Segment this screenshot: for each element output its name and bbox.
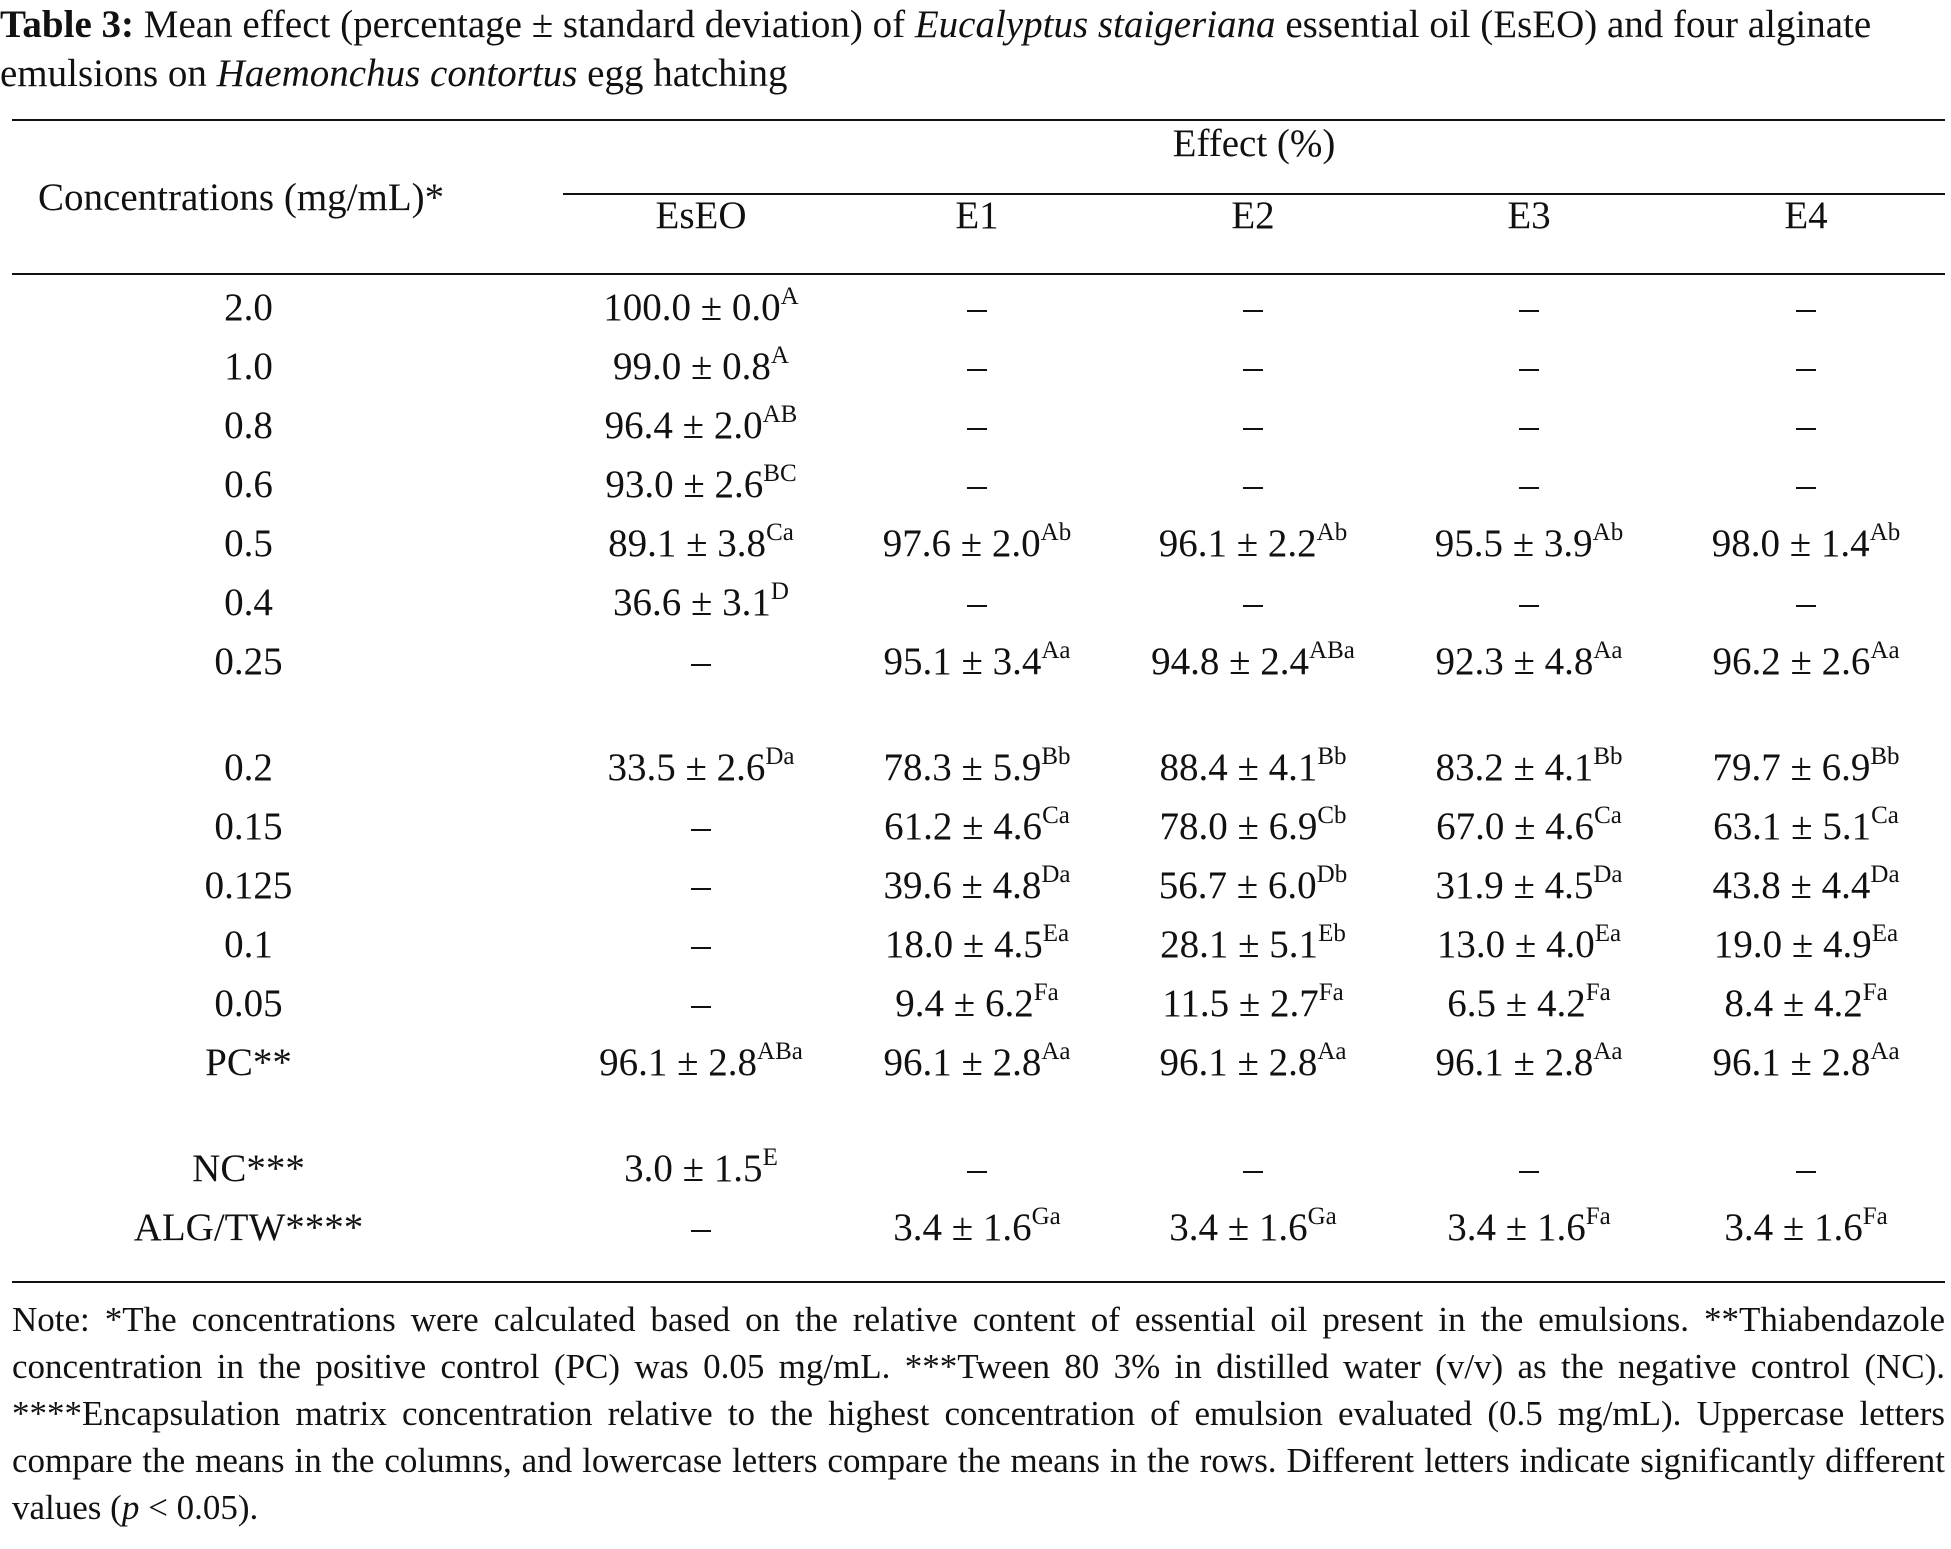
value-cell-e1 bbox=[839, 851, 1115, 910]
concentration-cell: 0.25 bbox=[214, 640, 283, 683]
mean-sd-value: 28.1 ± 5.1 bbox=[1160, 923, 1319, 966]
table-row bbox=[12, 1028, 1945, 1134]
mean-sd-value: 78.3 ± 5.9 bbox=[883, 746, 1042, 789]
significance-letters: Ga bbox=[1031, 1203, 1061, 1230]
column-header-e3: E3 bbox=[1507, 194, 1551, 237]
value-cell-eseo bbox=[563, 1193, 839, 1252]
value-cell-eseo bbox=[563, 910, 839, 969]
mean-sd-value: 98.0 ± 1.4 bbox=[1711, 522, 1870, 565]
value-cell-e4 bbox=[1667, 969, 1945, 1028]
mean-sd-value: – bbox=[691, 1206, 711, 1249]
concentration-cell: NC*** bbox=[192, 1147, 305, 1190]
value-cell-e4 bbox=[1667, 273, 1945, 332]
concentration-header: Concentrations (mg/mL)* bbox=[38, 175, 445, 219]
significance-letters: Aa bbox=[1041, 1038, 1071, 1065]
significance-letters: Ab bbox=[1592, 519, 1624, 546]
mean-sd-value: – bbox=[967, 286, 987, 329]
mean-sd-value: 88.4 ± 4.1 bbox=[1159, 746, 1318, 789]
mean-sd-value: – bbox=[1243, 286, 1263, 329]
significance-letters: Fa bbox=[1862, 979, 1888, 1006]
value-cell-e2 bbox=[1115, 910, 1391, 969]
table-row bbox=[12, 450, 1945, 509]
significance-letters: Da bbox=[1041, 861, 1071, 888]
mean-sd-value: 36.6 ± 3.1 bbox=[613, 581, 771, 624]
value-cell-e1 bbox=[839, 273, 1115, 332]
mean-sd-value: 95.5 ± 3.9 bbox=[1434, 522, 1593, 565]
value-cell-e4 bbox=[1667, 910, 1945, 969]
mean-sd-value: 96.1 ± 2.2 bbox=[1158, 522, 1317, 565]
mean-sd-value: 3.4 ± 1.6 bbox=[893, 1206, 1032, 1249]
table-row bbox=[12, 792, 1945, 851]
table-row bbox=[12, 627, 1945, 733]
significance-letters: Bb bbox=[1870, 743, 1900, 770]
mean-sd-value: – bbox=[967, 404, 987, 447]
value-cell-e4 bbox=[1667, 509, 1945, 568]
mean-sd-value: 11.5 ± 2.7 bbox=[1162, 982, 1319, 1025]
concentration-cell: 0.4 bbox=[224, 581, 273, 624]
value-cell-eseo bbox=[563, 273, 839, 332]
value-cell-eseo bbox=[563, 332, 839, 391]
significance-letters: Ea bbox=[1042, 920, 1070, 947]
value-cell-e3 bbox=[1391, 273, 1667, 332]
mean-sd-value: – bbox=[1243, 581, 1263, 624]
value-cell-e1 bbox=[839, 792, 1115, 851]
mean-sd-value: 89.1 ± 3.8 bbox=[608, 522, 767, 565]
value-cell-eseo bbox=[563, 627, 839, 733]
significance-letters: Eb bbox=[1318, 920, 1346, 947]
significance-letters: Aa bbox=[1593, 1038, 1623, 1065]
significance-letters: Bb bbox=[1593, 743, 1623, 770]
significance-letters: Fa bbox=[1585, 979, 1611, 1006]
value-cell-e3 bbox=[1391, 851, 1667, 910]
significance-letters: Aa bbox=[1870, 637, 1900, 664]
mean-sd-value: 18.0 ± 4.5 bbox=[884, 923, 1043, 966]
value-cell-e1 bbox=[839, 1134, 1115, 1193]
mean-sd-value: 79.7 ± 6.9 bbox=[1712, 746, 1871, 789]
mean-sd-value: – bbox=[1519, 345, 1539, 388]
significance-letters: A bbox=[780, 283, 799, 310]
mean-sd-value: 8.4 ± 4.2 bbox=[1724, 982, 1863, 1025]
value-cell-e3 bbox=[1391, 568, 1667, 627]
mean-sd-value: – bbox=[1519, 463, 1539, 506]
table-body bbox=[12, 273, 1945, 1252]
significance-letters: Aa bbox=[1041, 637, 1071, 664]
value-cell-e2 bbox=[1115, 273, 1391, 332]
concentration-cell: 0.1 bbox=[224, 923, 273, 966]
significance-letters: E bbox=[762, 1144, 778, 1171]
table-bottom-rule bbox=[12, 1281, 1945, 1283]
mean-sd-value: 43.8 ± 4.4 bbox=[1712, 864, 1871, 907]
significance-letters: Ca bbox=[1594, 802, 1622, 829]
significance-letters: Ca bbox=[1042, 802, 1070, 829]
value-cell-e1 bbox=[839, 391, 1115, 450]
mean-sd-value: – bbox=[691, 864, 711, 907]
mean-sd-value: 95.1 ± 3.4 bbox=[883, 640, 1042, 683]
value-cell-eseo bbox=[563, 851, 839, 910]
significance-letters: D bbox=[770, 578, 789, 605]
mean-sd-value: 31.9 ± 4.5 bbox=[1435, 864, 1594, 907]
value-cell-eseo bbox=[563, 1134, 839, 1193]
mean-sd-value: 92.3 ± 4.8 bbox=[1435, 640, 1594, 683]
value-cell-e3 bbox=[1391, 1134, 1667, 1193]
mean-sd-value: – bbox=[691, 982, 711, 1025]
value-cell-e1 bbox=[839, 509, 1115, 568]
value-cell-e4 bbox=[1667, 568, 1945, 627]
table-label: Table 3: bbox=[0, 3, 135, 46]
significance-letters: Ab bbox=[1316, 519, 1348, 546]
mean-sd-value: 3.4 ± 1.6 bbox=[1169, 1206, 1308, 1249]
significance-letters: Ab bbox=[1040, 519, 1072, 546]
value-cell-e3 bbox=[1391, 969, 1667, 1028]
mean-sd-value: 19.0 ± 4.9 bbox=[1713, 923, 1872, 966]
value-cell-e4 bbox=[1667, 792, 1945, 851]
note-p-symbol: p bbox=[121, 1488, 140, 1527]
mean-sd-value: – bbox=[1243, 345, 1263, 388]
value-cell-e4 bbox=[1667, 391, 1945, 450]
concentration-cell: 0.6 bbox=[224, 463, 273, 506]
significance-letters: Fa bbox=[1862, 1203, 1888, 1230]
value-cell-e1 bbox=[839, 568, 1115, 627]
concentration-cell: PC** bbox=[205, 1041, 292, 1084]
value-cell-e2 bbox=[1115, 969, 1391, 1028]
value-cell-eseo bbox=[563, 568, 839, 627]
column-header-e1: E1 bbox=[955, 194, 999, 237]
mean-sd-value: 56.7 ± 6.0 bbox=[1158, 864, 1317, 907]
mean-sd-value: 96.1 ± 2.8 bbox=[1159, 1041, 1318, 1084]
mean-sd-value: 9.4 ± 6.2 bbox=[895, 982, 1034, 1025]
mean-sd-value: – bbox=[691, 640, 711, 683]
mean-sd-value: 96.1 ± 2.8 bbox=[1712, 1041, 1871, 1084]
mean-sd-value: 96.2 ± 2.6 bbox=[1712, 640, 1871, 683]
value-cell-e2 bbox=[1115, 851, 1391, 910]
value-cell-e3 bbox=[1391, 792, 1667, 851]
note-text-1: Note: *The concentrations were calculated based on the relative content of essential oil present in the emulsions. **Thiabendazole concentration in the positive control (PC) was 0.05 mg/mL. ***Tween 80 3% in distilled water (v/v) as the negative control (NC). ****Encapsulation matrix concentration relative to the highest concentration of emulsion evaluated (0.5 mg/mL). Uppercase letters compare the means in the columns, and lowercase letters compare the means in the rows. Different letters indicate significantly different values ( bbox=[12, 1300, 1945, 1527]
mean-sd-value: – bbox=[1796, 1147, 1816, 1190]
significance-letters: Db bbox=[1316, 861, 1348, 888]
value-cell-e4 bbox=[1667, 1134, 1945, 1193]
value-cell-e3 bbox=[1391, 733, 1667, 792]
mean-sd-value: 78.0 ± 6.9 bbox=[1159, 805, 1318, 848]
table-row bbox=[12, 1193, 1945, 1252]
mean-sd-value: 96.1 ± 2.8 bbox=[1435, 1041, 1594, 1084]
value-cell-e3 bbox=[1391, 1193, 1667, 1252]
significance-letters: Ea bbox=[1871, 920, 1899, 947]
mean-sd-value: – bbox=[967, 1147, 987, 1190]
mean-sd-value: 96.1 ± 2.8 bbox=[599, 1041, 758, 1084]
mean-sd-value: – bbox=[1796, 581, 1816, 624]
note-text-2: < 0.05). bbox=[139, 1488, 259, 1527]
value-cell-e2 bbox=[1115, 568, 1391, 627]
mean-sd-value: – bbox=[1243, 463, 1263, 506]
value-cell-e4 bbox=[1667, 450, 1945, 509]
table-row bbox=[12, 1134, 1945, 1193]
concentration-cell: 0.05 bbox=[214, 982, 283, 1025]
effect-group-header: Effect (%) bbox=[1172, 122, 1336, 165]
value-cell-e2 bbox=[1115, 1193, 1391, 1252]
significance-letters: Fa bbox=[1033, 979, 1059, 1006]
value-cell-e1 bbox=[839, 332, 1115, 391]
value-cell-e2 bbox=[1115, 627, 1391, 733]
caption-text-1: Mean effect (percentage ± standard deviation) of bbox=[134, 3, 915, 46]
value-cell-e2 bbox=[1115, 733, 1391, 792]
mean-sd-value: – bbox=[691, 805, 711, 848]
mean-sd-value: – bbox=[1519, 581, 1539, 624]
mean-sd-value: – bbox=[1796, 345, 1816, 388]
mean-sd-value: – bbox=[967, 463, 987, 506]
concentration-cell: 2.0 bbox=[224, 286, 273, 329]
table-row bbox=[12, 509, 1945, 568]
table-row bbox=[12, 733, 1945, 792]
value-cell-e1 bbox=[839, 1193, 1115, 1252]
value-cell-e3 bbox=[1391, 391, 1667, 450]
column-header-e4: E4 bbox=[1784, 194, 1828, 237]
value-cell-eseo bbox=[563, 733, 839, 792]
mean-sd-value: 13.0 ± 4.0 bbox=[1436, 923, 1595, 966]
concentration-cell: 0.2 bbox=[224, 746, 273, 789]
mean-sd-value: 63.1 ± 5.1 bbox=[1713, 805, 1872, 848]
value-cell-e1 bbox=[839, 450, 1115, 509]
mean-sd-value: 3.4 ± 1.6 bbox=[1447, 1206, 1586, 1249]
mean-sd-value: 39.6 ± 4.8 bbox=[883, 864, 1042, 907]
mean-sd-value: – bbox=[1243, 404, 1263, 447]
caption-text-2: essential oil (EsEO) and four alginate emulsions on bbox=[0, 3, 1872, 95]
mean-sd-value: – bbox=[1796, 463, 1816, 506]
mean-sd-value: 96.1 ± 2.8 bbox=[883, 1041, 1042, 1084]
concentration-cell: 0.8 bbox=[224, 404, 273, 447]
value-cell-e3 bbox=[1391, 627, 1667, 733]
mean-sd-value: 67.0 ± 4.6 bbox=[1436, 805, 1595, 848]
mean-sd-value: – bbox=[1519, 286, 1539, 329]
table-row bbox=[12, 969, 1945, 1028]
significance-letters: Ca bbox=[766, 519, 794, 546]
mean-sd-value: 3.4 ± 1.6 bbox=[1724, 1206, 1863, 1249]
value-cell-e4 bbox=[1667, 1193, 1945, 1252]
mean-sd-value: 3.0 ± 1.5 bbox=[624, 1147, 763, 1190]
caption-species-2: Haemonchus contortus bbox=[216, 52, 578, 95]
concentration-cell: 0.125 bbox=[204, 864, 293, 907]
value-cell-e3 bbox=[1391, 509, 1667, 568]
value-cell-e1 bbox=[839, 1028, 1115, 1134]
significance-letters: Bb bbox=[1317, 743, 1347, 770]
table-row bbox=[12, 910, 1945, 969]
column-header-e2: E2 bbox=[1231, 194, 1275, 237]
value-cell-e2 bbox=[1115, 509, 1391, 568]
mean-sd-value: – bbox=[1243, 1147, 1263, 1190]
value-cell-e1 bbox=[839, 910, 1115, 969]
value-cell-eseo bbox=[563, 450, 839, 509]
value-cell-e2 bbox=[1115, 1134, 1391, 1193]
significance-letters: ABa bbox=[1309, 637, 1355, 664]
value-cell-e3 bbox=[1391, 1028, 1667, 1134]
significance-letters: Ca bbox=[1871, 802, 1899, 829]
value-cell-eseo bbox=[563, 1028, 839, 1134]
value-cell-e3 bbox=[1391, 910, 1667, 969]
results-table bbox=[12, 121, 1945, 1252]
value-cell-e3 bbox=[1391, 332, 1667, 391]
mean-sd-value: – bbox=[1796, 286, 1816, 329]
mean-sd-value: 83.2 ± 4.1 bbox=[1435, 746, 1594, 789]
significance-letters: Ga bbox=[1307, 1203, 1337, 1230]
value-cell-e4 bbox=[1667, 332, 1945, 391]
value-cell-e1 bbox=[839, 969, 1115, 1028]
mean-sd-value: 100.0 ± 0.0 bbox=[603, 286, 781, 329]
table-row bbox=[12, 273, 1945, 332]
mean-sd-value: – bbox=[967, 581, 987, 624]
value-cell-e4 bbox=[1667, 627, 1945, 733]
value-cell-eseo bbox=[563, 792, 839, 851]
value-cell-e2 bbox=[1115, 1028, 1391, 1134]
table-row bbox=[12, 851, 1945, 910]
table-row bbox=[12, 568, 1945, 627]
mean-sd-value: – bbox=[1519, 1147, 1539, 1190]
caption-text-3: egg hatching bbox=[577, 52, 788, 95]
concentration-cell: ALG/TW**** bbox=[133, 1206, 364, 1249]
table-row bbox=[12, 391, 1945, 450]
value-cell-e1 bbox=[839, 733, 1115, 792]
significance-letters: Da bbox=[1870, 861, 1900, 888]
concentration-cell: 1.0 bbox=[224, 345, 273, 388]
mean-sd-value: 61.2 ± 4.6 bbox=[884, 805, 1043, 848]
significance-letters: Ea bbox=[1594, 920, 1622, 947]
value-cell-e3 bbox=[1391, 450, 1667, 509]
value-cell-e2 bbox=[1115, 792, 1391, 851]
mean-sd-value: 96.4 ± 2.0 bbox=[604, 404, 763, 447]
significance-letters: Da bbox=[765, 743, 795, 770]
significance-letters: Ab bbox=[1869, 519, 1901, 546]
value-cell-eseo bbox=[563, 509, 839, 568]
table-row bbox=[12, 332, 1945, 391]
concentration-cell: 0.15 bbox=[214, 805, 283, 848]
value-cell-eseo bbox=[563, 969, 839, 1028]
value-cell-e1 bbox=[839, 627, 1115, 733]
significance-letters: Fa bbox=[1318, 979, 1344, 1006]
table-caption bbox=[0, 0, 1945, 98]
significance-letters: Fa bbox=[1585, 1203, 1611, 1230]
caption-species-1: Eucalyptus staigeriana bbox=[914, 3, 1276, 46]
significance-letters: BC bbox=[763, 460, 797, 487]
significance-letters: Aa bbox=[1870, 1038, 1900, 1065]
significance-letters: AB bbox=[762, 401, 798, 428]
mean-sd-value: 6.5 ± 4.2 bbox=[1447, 982, 1586, 1025]
significance-letters: Aa bbox=[1593, 637, 1623, 664]
significance-letters: Bb bbox=[1041, 743, 1071, 770]
mean-sd-value: – bbox=[967, 345, 987, 388]
value-cell-e4 bbox=[1667, 1028, 1945, 1134]
mean-sd-value: – bbox=[1519, 404, 1539, 447]
mean-sd-value: – bbox=[691, 923, 711, 966]
mean-sd-value: 97.6 ± 2.0 bbox=[882, 522, 1041, 565]
mean-sd-value: 93.0 ± 2.6 bbox=[605, 463, 764, 506]
significance-letters: Aa bbox=[1317, 1038, 1347, 1065]
value-cell-e2 bbox=[1115, 332, 1391, 391]
value-cell-e2 bbox=[1115, 450, 1391, 509]
mean-sd-value: 99.0 ± 0.8 bbox=[613, 345, 771, 388]
significance-letters: ABa bbox=[757, 1038, 803, 1065]
significance-letters: Da bbox=[1593, 861, 1623, 888]
table-note bbox=[12, 1296, 1945, 1531]
mean-sd-value: – bbox=[1796, 404, 1816, 447]
significance-letters: A bbox=[770, 342, 789, 369]
mean-sd-value: 33.5 ± 2.6 bbox=[607, 746, 766, 789]
significance-letters: Cb bbox=[1317, 802, 1347, 829]
mean-sd-value: 94.8 ± 2.4 bbox=[1151, 640, 1310, 683]
value-cell-eseo bbox=[563, 391, 839, 450]
value-cell-e4 bbox=[1667, 851, 1945, 910]
value-cell-e2 bbox=[1115, 391, 1391, 450]
value-cell-e4 bbox=[1667, 733, 1945, 792]
column-header-eseo: EsEO bbox=[655, 194, 747, 237]
concentration-cell: 0.5 bbox=[224, 522, 273, 565]
